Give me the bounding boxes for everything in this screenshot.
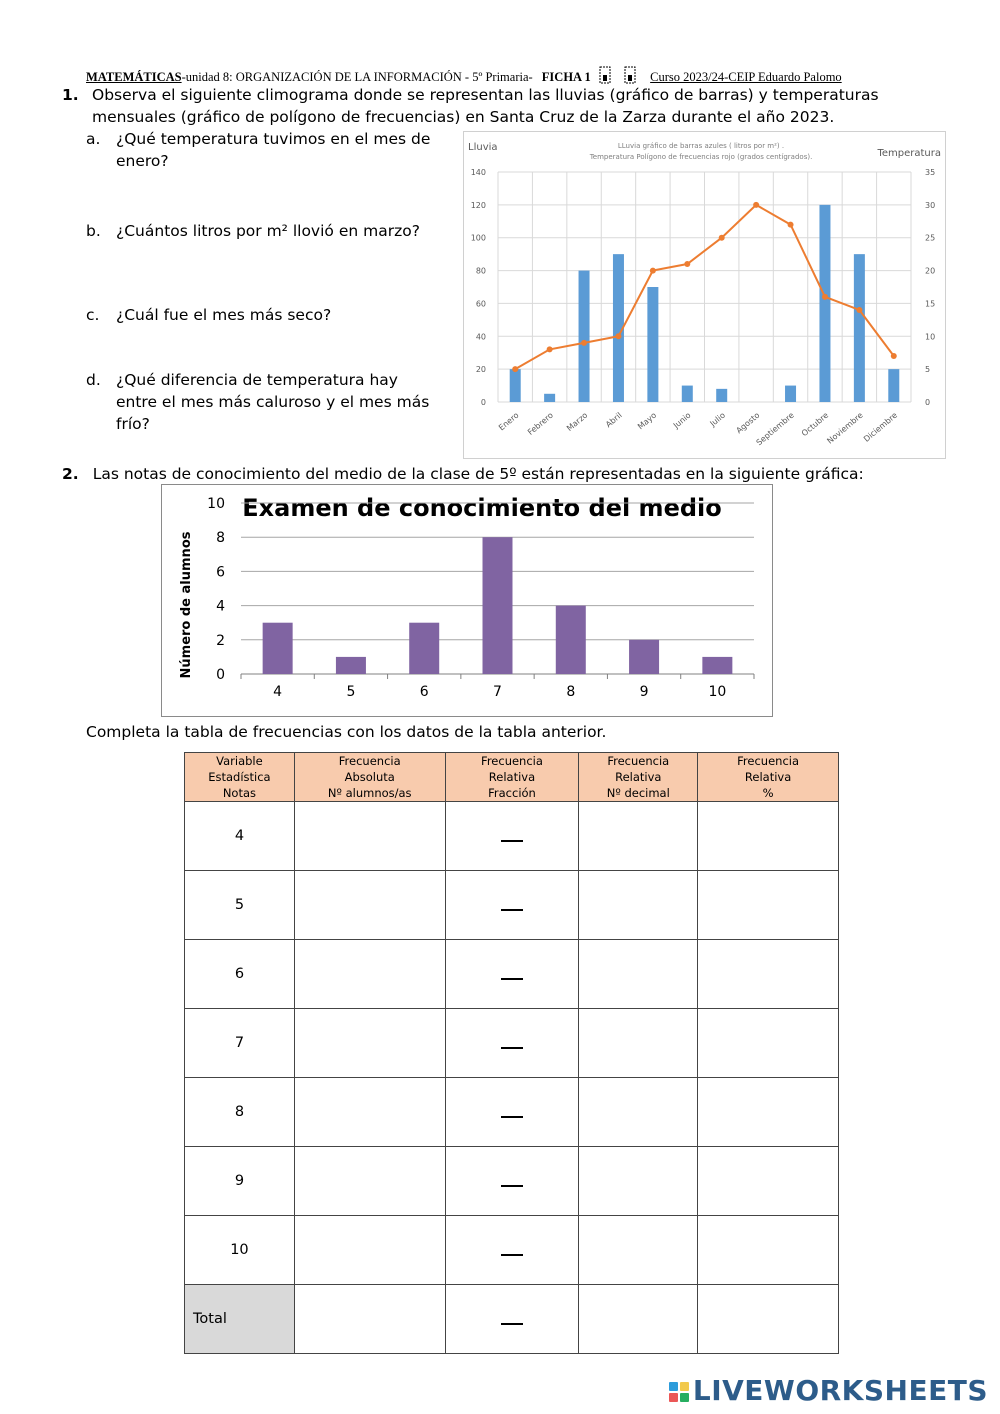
temperature-tick-label: 10 <box>925 332 936 342</box>
table-instruction: Completa la tabla de frecuencias con los datos de la tabla anterior. <box>86 723 607 741</box>
header-absolute-frequency: Frecuencia Absoluta Nº alumnos/as <box>294 753 445 802</box>
grade-cell: 10 <box>185 1216 295 1285</box>
fraction-bar <box>501 1102 523 1118</box>
grade-bar <box>702 657 732 674</box>
frequency-table <box>184 752 839 1354</box>
absolute-frequency-input[interactable] <box>294 871 445 940</box>
total-absolute-input[interactable] <box>294 1285 445 1354</box>
decimal-input[interactable] <box>579 1216 698 1285</box>
sub-text: ¿Qué diferencia de temperatura hay entre el mes más caluroso y el mes más frío? <box>116 371 430 433</box>
x-tick-label: 5 <box>346 684 356 700</box>
grade-bar <box>336 657 366 674</box>
sub-text: ¿Cuál fue el mes más seco? <box>116 306 332 324</box>
temperature-point <box>684 261 690 267</box>
temperature-tick-label: 30 <box>925 200 936 210</box>
x-tick-label: 8 <box>566 684 576 700</box>
fraction-bar <box>501 895 523 911</box>
sub-letter: c. <box>86 306 100 324</box>
temperature-point <box>788 222 794 228</box>
temperature-point <box>822 294 828 300</box>
header-relative-fraction: Frecuencia Relativa Fracción <box>445 753 579 802</box>
header-relative-percent: Frecuencia Relativa % <box>698 753 839 802</box>
total-percent-input[interactable] <box>698 1285 839 1354</box>
fraction-bar <box>501 826 523 842</box>
y-tick-label: 6 <box>216 564 225 581</box>
fraction-input[interactable] <box>445 940 579 1009</box>
rain-bar <box>785 386 796 402</box>
total-decimal-input[interactable] <box>579 1285 698 1354</box>
sub-text: ¿Cuántos litros por m² llovió en marzo? <box>116 222 420 240</box>
temperature-tick-label: 0 <box>925 398 931 407</box>
question-1-number: 1. <box>62 86 79 104</box>
temperature-tick-label: 35 <box>925 168 936 177</box>
fraction-input[interactable] <box>445 1009 579 1078</box>
header-variable: Variable Estadística Notas <box>185 753 295 802</box>
grade-cell: 6 <box>185 940 295 1009</box>
climograph-title: LLuvia gráfico de barras azules ( litros por m²) . <box>617 142 785 150</box>
month-label: Marzo <box>565 410 590 434</box>
question-2-number: 2. <box>62 465 79 483</box>
rain-bar <box>544 394 555 402</box>
climograph-subtitle: Temperatura Polígono de frecuencias rojo (grados centígrados). <box>589 153 813 161</box>
table-row <box>185 871 839 940</box>
rain-bar <box>819 205 830 402</box>
percent-input[interactable] <box>698 802 839 871</box>
table-header-row <box>185 753 839 802</box>
grade-cell: 9 <box>185 1147 295 1216</box>
grades-chart <box>161 484 773 717</box>
total-label: Total <box>185 1285 295 1354</box>
grade-cell: 5 <box>185 871 295 940</box>
month-label: Noviembre <box>825 410 865 446</box>
temperature-point <box>891 353 897 359</box>
temperature-tick-label: 20 <box>925 266 936 276</box>
bookmark-icon <box>598 66 612 84</box>
grade-bar <box>483 537 513 674</box>
rain-bar <box>682 386 693 402</box>
table-row <box>185 1078 839 1147</box>
month-label: Agosto <box>734 410 762 436</box>
header-ficha: FICHA 1 <box>541 70 591 84</box>
climograph-chart <box>463 131 946 459</box>
rain-bar <box>579 271 590 402</box>
question-2-text: Las notas de conocimiento del medio de la clase de 5º están representadas en la siguiente gráfica: <box>92 465 864 483</box>
decimal-input[interactable] <box>579 802 698 871</box>
absolute-frequency-input[interactable] <box>294 1147 445 1216</box>
y-tick-label: 10 <box>207 496 225 512</box>
rain-tick-label: 20 <box>475 365 486 375</box>
temperature-point <box>753 202 759 208</box>
grade-bar <box>263 623 293 674</box>
table-row <box>185 940 839 1009</box>
temperature-point <box>856 307 862 313</box>
sub-letter: b. <box>86 222 101 240</box>
grade-bar <box>556 606 586 674</box>
month-label: Enero <box>497 410 521 433</box>
fraction-input[interactable] <box>445 871 579 940</box>
liveworksheets-logo <box>669 1374 988 1407</box>
grades-y-axis-label: Número de alumnos <box>179 531 194 679</box>
y-tick-label: 8 <box>216 530 225 547</box>
fraction-bar <box>501 1033 523 1049</box>
percent-input[interactable] <box>698 1009 839 1078</box>
sub-text: ¿Qué temperatura tuvimos en el mes de enero? <box>116 130 431 170</box>
rain-bar <box>854 254 865 402</box>
rain-tick-label: 100 <box>470 233 486 243</box>
y-tick-label: 2 <box>216 632 225 649</box>
percent-input[interactable] <box>698 1147 839 1216</box>
grades-svg <box>162 485 772 716</box>
fraction-bar <box>501 1171 523 1187</box>
table-total-row <box>185 1285 839 1354</box>
month-label: Diciembre <box>862 410 900 444</box>
y-tick-label: 4 <box>216 598 225 615</box>
fraction-input[interactable] <box>445 1216 579 1285</box>
percent-input[interactable] <box>698 1078 839 1147</box>
decimal-input[interactable] <box>579 940 698 1009</box>
temperature-axis-label: Temperatura <box>877 148 941 159</box>
grade-cell: 8 <box>185 1078 295 1147</box>
temperature-tick-label: 5 <box>925 365 931 375</box>
fraction-bar <box>501 964 523 980</box>
rain-axis-label: Lluvia <box>468 142 498 153</box>
rain-tick-label: 120 <box>470 200 486 210</box>
fraction-input[interactable] <box>445 1078 579 1147</box>
percent-input[interactable] <box>698 871 839 940</box>
month-label: Abril <box>603 410 624 430</box>
decimal-input[interactable] <box>579 871 698 940</box>
rain-tick-label: 60 <box>475 299 486 309</box>
fraction-input[interactable] <box>445 802 579 871</box>
fraction-bar <box>501 1240 523 1256</box>
percent-input[interactable] <box>698 940 839 1009</box>
table-row <box>185 802 839 871</box>
month-label: Septiembre <box>754 410 796 448</box>
question-2 <box>62 463 864 485</box>
y-tick-label: 0 <box>216 667 225 683</box>
x-tick-label: 10 <box>708 684 727 700</box>
table-row <box>185 1216 839 1285</box>
temperature-point <box>650 268 656 274</box>
absolute-frequency-input[interactable] <box>294 1009 445 1078</box>
table-row <box>185 1009 839 1078</box>
temperature-point <box>615 333 621 339</box>
grades-chart-title: Examen de conocimiento del medio <box>242 494 722 522</box>
percent-input[interactable] <box>698 1216 839 1285</box>
header-course: Curso 2023/24-CEIP Eduardo Palomo <box>650 70 842 84</box>
temperature-tick-label: 25 <box>925 233 936 243</box>
x-tick-label: 7 <box>493 684 502 700</box>
fraction-input[interactable] <box>445 1147 579 1216</box>
grade-cell: 4 <box>185 802 295 871</box>
absolute-frequency-input[interactable] <box>294 940 445 1009</box>
absolute-frequency-input[interactable] <box>294 1078 445 1147</box>
temperature-point <box>719 235 725 241</box>
x-tick-label: 4 <box>273 684 283 700</box>
x-tick-label: 6 <box>419 684 429 700</box>
temperature-point <box>581 340 587 346</box>
x-tick-label: 9 <box>639 684 649 700</box>
fraction-bar <box>501 1309 523 1325</box>
rain-bar <box>510 369 521 402</box>
decimal-input[interactable] <box>579 1009 698 1078</box>
header-relative-decimal: Frecuencia Relativa Nº decimal <box>579 753 698 802</box>
grade-cell: 7 <box>185 1009 295 1078</box>
rain-bar <box>647 287 658 402</box>
rain-bar <box>716 389 727 402</box>
temperature-point <box>547 346 553 352</box>
temperature-tick-label: 15 <box>925 299 936 309</box>
table-row <box>185 1147 839 1216</box>
total-fraction-input[interactable] <box>445 1285 579 1354</box>
month-label: Febrero <box>525 410 555 437</box>
month-label: Julio <box>708 410 727 429</box>
worksheet-header <box>86 66 842 85</box>
sub-letter: a. <box>86 130 101 148</box>
absolute-frequency-input[interactable] <box>294 802 445 871</box>
absolute-frequency-input[interactable] <box>294 1216 445 1285</box>
rain-tick-label: 40 <box>475 332 486 342</box>
grade-bar <box>409 623 439 674</box>
rain-tick-label: 140 <box>470 168 486 177</box>
climograph-svg <box>464 132 945 458</box>
month-label: Octubre <box>799 410 831 439</box>
logo-text: LIVEWORKSHEETS <box>692 1374 988 1407</box>
grade-bar <box>629 640 659 674</box>
temperature-point <box>512 366 518 372</box>
month-label: Junio <box>671 410 693 431</box>
decimal-input[interactable] <box>579 1147 698 1216</box>
header-unit: -unidad 8: ORGANIZACIÓN DE LA INFORMACIÓN - 5º Primaria- <box>181 70 533 84</box>
bookmark-icon <box>623 66 637 84</box>
decimal-input[interactable] <box>579 1078 698 1147</box>
rain-bar <box>888 369 899 402</box>
logo-grid-icon <box>669 1382 689 1402</box>
month-label: Mayo <box>635 410 659 432</box>
sub-letter: d. <box>86 371 101 389</box>
rain-tick-label: 0 <box>480 398 486 407</box>
header-subject: MATEMÁTICAS <box>86 70 182 84</box>
question-1-text: Observa el siguiente climograma donde se representan las lluvias (gráfico de barras) y temperaturas mensuales (gráfico de polígono de frecuencias) en Santa Cruz de la Zarza durante el año 2023. <box>92 86 879 126</box>
rain-tick-label: 80 <box>475 266 486 276</box>
